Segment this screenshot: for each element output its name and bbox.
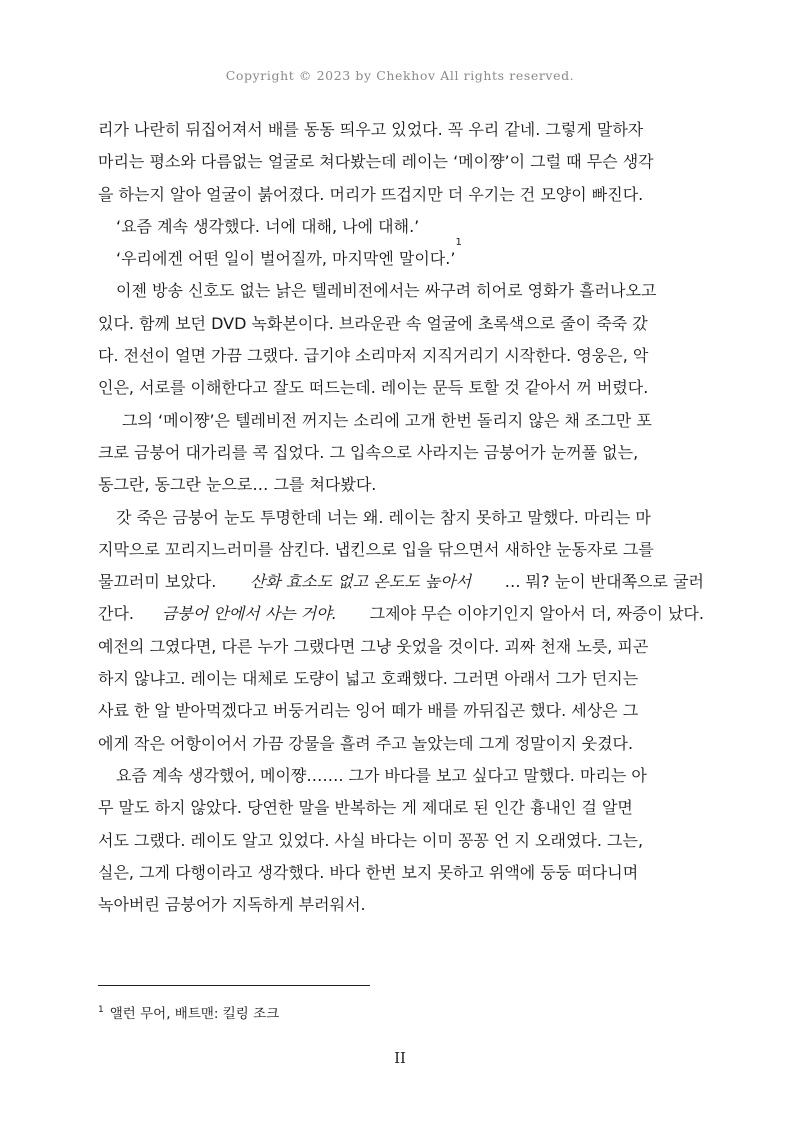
- text-line: [98, 728, 704, 760]
- text-line: [98, 114, 704, 146]
- line-text: 인은, 서로를 이해한다고 잘도 떠드는데. 레이는 문득 토할 것 같아서 꺼 버렸다.: [98, 378, 649, 398]
- line-text: 다. 전선이 얼면 가끔 그랬다. 급기야 소리마저 지직거리기 시작한다. 영웅은, 악: [98, 346, 649, 366]
- line-text: 사료 한 알 받아먹겠다고 버둥거리는 잉어 떼가 배를 까뒤집곤 했다. 세상은 그: [98, 701, 639, 721]
- line-text: 지막으로 꼬리지느러미를 삼킨다. 냅킨으로 입을 닦으면서 새하얀 눈동자로 그를: [98, 539, 654, 559]
- line-text: 마리는 평소와 다름없는 얼굴로 쳐다봤는데 레이는 ‘메이쨩’이 그럴 때 무슨 생각: [98, 152, 654, 172]
- italic-phrase: 금붕어 안에서 사는 거야.: [161, 604, 337, 624]
- line-text: 동그란, 동그란 눈으로… 그를 쳐다봤다.: [98, 475, 377, 495]
- text-line: [98, 792, 704, 824]
- line-text: 예전의 그였다면, 다른 누가 그랬다면 그냥 웃었을 것이다. 괴짜 천재 노릇, 피곤: [98, 636, 649, 656]
- text-line: [98, 340, 704, 372]
- line-text: 무 말도 하지 않았다. 당연한 말을 반복하는 게 제대로 된 인간 흉내인 걸 알면: [98, 798, 633, 818]
- line-text: 물끄러미 보았다.: [98, 572, 217, 592]
- footnote-ref: 1: [455, 237, 462, 249]
- text-line: [98, 631, 704, 663]
- page-number: II: [394, 1049, 406, 1067]
- line-text: 이젠 방송 신호도 없는 낡은 텔레비전에서는 싸구려 히어로 영화가 흘러나오고: [116, 281, 657, 301]
- body-text: [98, 114, 704, 921]
- text-line: [98, 663, 704, 695]
- line-text: 에게 작은 어항이어서 가끔 강물을 흘려 주고 놀았는데 그게 정말이지 웃겼다.: [98, 733, 634, 753]
- line-text: 서도 그랬다. 레이도 알고 있었다. 사실 바다는 이미 꽁꽁 언 지 오래였다. 그는,: [98, 830, 644, 850]
- line-text: 그의 ‘메이쨩’은 텔레비전 꺼지는 소리에 고개 한번 돌리지 않은 채 조그만 포: [122, 410, 652, 430]
- line-text: 요즘 계속 생각했어, 메이쨩……. 그가 바다를 보고 싶다고 말했다. 마리는 아: [116, 765, 647, 785]
- text-line: [98, 889, 704, 921]
- text-line: [98, 146, 704, 178]
- line-text: 크로 금붕어 대가리를 콕 집었다. 그 입속으로 사라지는 금붕어가 눈꺼풀 없는,: [98, 442, 639, 462]
- line-text: 실은, 그게 다행이라고 생각했다. 바다 한번 보지 못하고 위액에 둥둥 떠다니며: [98, 862, 639, 882]
- footnote-divider: [98, 985, 370, 986]
- line-text: 하지 않냐고. 레이는 대체로 도량이 넓고 호쾌했다. 그러면 아래서 그가 던지는: [98, 669, 639, 689]
- text-line: [98, 405, 704, 437]
- text-line: [98, 695, 704, 727]
- text-line: [98, 534, 704, 566]
- line-text: 리가 나란히 뒤집어져서 배를 동동 띄우고 있었다. 꼭 우리 같네. 그렇게 말하자: [98, 120, 644, 139]
- text-line: [98, 469, 704, 501]
- italic-phrase: 산화 효소도 없고 온도도 높아서: [249, 572, 472, 592]
- text-line: [98, 437, 704, 469]
- line-text: 녹아버린 금붕어가 지독하게 부러워서.: [98, 895, 366, 915]
- line-text: 갓 죽은 금붕어 눈도 투명한데 너는 왜. 레이는 참지 못하고 말했다. 마리는 마: [116, 507, 651, 527]
- line-text: ‘우리에겐 어떤 일이 벌어질까, 마지막엔 말이다.’: [116, 249, 456, 269]
- footnote-number: 1: [98, 1005, 104, 1015]
- text-line: [98, 566, 704, 598]
- dialogue-line: [98, 237, 704, 275]
- line-text: 을 하는지 알아 얼굴이 붉어졌다. 머리가 뜨겁지만 더 우기는 건 모양이 빠진다.: [98, 184, 644, 204]
- text-line: [98, 372, 704, 404]
- footnote: [98, 1002, 279, 1022]
- text-line: [98, 308, 704, 340]
- dialogue-line: [98, 211, 704, 243]
- line-text: 간다.: [98, 604, 134, 624]
- line-text: 있다. 함께 보던 DVD 녹화본이다. 브라운관 속 얼굴에 초록색으로 줄이 죽죽 갔: [98, 313, 648, 333]
- line-text: 그제야 무슨 이야기인지 알아서 더, 짜증이 났다.: [364, 604, 704, 624]
- text-line: [98, 825, 704, 857]
- text-line: [98, 502, 704, 534]
- line-text: … 뭐? 눈이 반대쪽으로 굴러: [504, 572, 704, 592]
- copyright-header: Copyright © 2023 by Chekhov All rights reserved.: [225, 68, 575, 83]
- text-line: [98, 760, 704, 792]
- text-line: [98, 179, 704, 211]
- text-line: [98, 275, 704, 307]
- line-text: ‘요즘 계속 생각했다. 너에 대해, 나에 대해.’: [116, 216, 420, 236]
- text-line: [98, 857, 704, 889]
- text-line: [98, 598, 704, 630]
- footnote-text: 앨런 무어, 배트맨: 킬링 조크: [109, 1006, 280, 1022]
